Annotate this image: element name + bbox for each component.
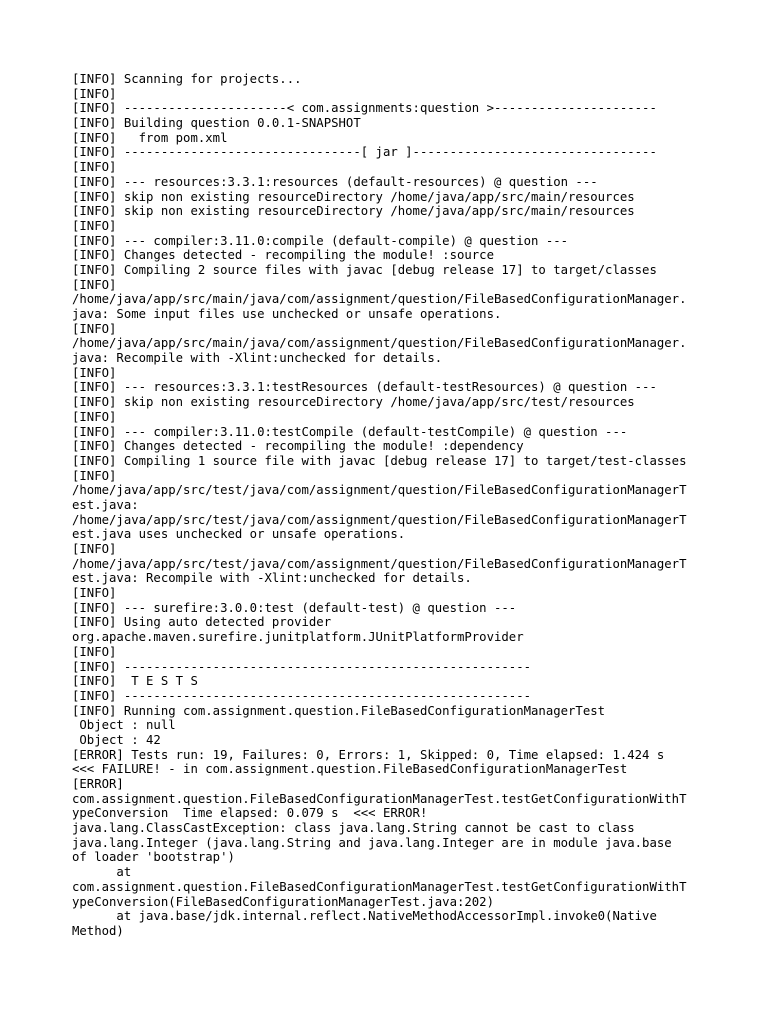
log-line: [INFO] --- compiler:3.11.0:compile (default-compile) @ question --- bbox=[72, 233, 569, 248]
log-line: [INFO] Changes detected - recompiling the module! :dependency bbox=[72, 439, 524, 454]
console-output bbox=[72, 72, 712, 939]
log-line: /home/java/app/src/test/java/com/assignment/question/FileBasedConfigurationManagerT bbox=[72, 556, 687, 571]
log-line: Object : null bbox=[72, 718, 176, 733]
log-line: com.assignment.question.FileBasedConfigurationManagerTest.testGetConfigurationWithT bbox=[72, 791, 687, 806]
log-line: [INFO] bbox=[72, 468, 117, 483]
log-line: est.java: Recompile with -Xlint:unchecked for details. bbox=[72, 571, 472, 586]
log-line: [INFO] bbox=[72, 409, 117, 424]
log-line: [INFO] --- compiler:3.11.0:testCompile (default-testCompile) @ question --- bbox=[72, 424, 628, 439]
log-line: /home/java/app/src/main/java/com/assignment/question/FileBasedConfigurationManager. bbox=[72, 292, 687, 307]
log-line: com.assignment.question.FileBasedConfigurationManagerTest.testGetConfigurationWithT bbox=[72, 879, 687, 894]
log-line: Method) bbox=[72, 923, 124, 938]
log-line: at java.base/jdk.internal.reflect.NativeMethodAccessorImpl.invoke0(Native bbox=[72, 909, 657, 924]
log-line: [INFO] from pom.xml bbox=[72, 130, 228, 145]
log-line: [INFO] bbox=[72, 542, 117, 556]
log-line: [INFO] skip non existing resourceDirectory /home/java/app/src/test/resources bbox=[72, 395, 635, 410]
log-line: [INFO] T E S T S bbox=[72, 674, 198, 689]
log-line: [INFO] ------------------------------------------------------- bbox=[72, 688, 532, 703]
log-line: [INFO] --- resources:3.3.1:resources (default-resources) @ question --- bbox=[72, 174, 598, 189]
log-line: [INFO] skip non existing resourceDirectory /home/java/app/src/main/resources bbox=[72, 204, 635, 219]
log-line: [INFO] Building question 0.0.1-SNAPSHOT bbox=[72, 116, 361, 131]
log-line: <<< FAILURE! - in com.assignment.question.FileBasedConfigurationManagerTest bbox=[72, 762, 628, 777]
log-line: ypeConversion Time elapsed: 0.079 s <<< ERROR! bbox=[72, 806, 428, 821]
log-line: [INFO] Running com.assignment.question.FileBasedConfigurationManagerTest bbox=[72, 703, 606, 718]
log-line: /home/java/app/src/test/java/com/assignment/question/FileBasedConfigurationManagerT bbox=[72, 483, 687, 498]
log-line: org.apache.maven.surefire.junitplatform.JUnitPlatformProvider bbox=[72, 630, 524, 645]
log-line: java: Recompile with -Xlint:unchecked for details. bbox=[72, 351, 443, 366]
log-line: [INFO] Using auto detected provider bbox=[72, 615, 332, 630]
log-line: /home/java/app/src/test/java/com/assignment/question/FileBasedConfigurationManagerT bbox=[72, 512, 687, 527]
log-line: of loader 'bootstrap') bbox=[72, 850, 235, 865]
log-line: ypeConversion(FileBasedConfigurationManagerTest.java:202) bbox=[72, 894, 494, 909]
log-line: [INFO] bbox=[72, 86, 117, 101]
log-line: [INFO] bbox=[72, 644, 117, 659]
log-line: [INFO] --- surefire:3.0.0:test (default-test) @ question --- bbox=[72, 600, 517, 615]
log-line: [INFO] bbox=[72, 218, 117, 233]
log-line: at bbox=[72, 865, 132, 880]
log-line: [INFO] ------------------------------------------------------- bbox=[72, 659, 532, 674]
log-line: java.lang.Integer (java.lang.String and java.lang.Integer are in module java.base bbox=[72, 835, 672, 850]
log-line: [INFO] Compiling 1 source file with javac [debug release 17] to target/test-classes bbox=[72, 453, 687, 468]
log-line: est.java: bbox=[72, 497, 139, 512]
log-line: est.java uses unchecked or unsafe operations. bbox=[72, 527, 406, 542]
log-line: [INFO] Changes detected - recompiling the module! :source bbox=[72, 248, 494, 263]
log-line: java.lang.ClassCastException: class java.lang.String cannot be cast to class bbox=[72, 821, 635, 836]
log-line: [INFO] Scanning for projects... bbox=[72, 72, 302, 86]
log-line: [ERROR] bbox=[72, 777, 124, 791]
log-line: [INFO] ----------------------< com.assignments:question >---------------------- bbox=[72, 101, 657, 116]
log-line: [ERROR] Tests run: 19, Failures: 0, Errors: 1, Skipped: 0, Time elapsed: 1.424 s bbox=[72, 747, 665, 762]
log-line: [INFO] bbox=[72, 586, 117, 601]
log-line: java: Some input files use unchecked or unsafe operations. bbox=[72, 307, 502, 321]
log-line: [INFO] bbox=[72, 277, 117, 292]
log-line: [INFO] bbox=[72, 160, 117, 175]
log-line: [INFO] skip non existing resourceDirectory /home/java/app/src/main/resources bbox=[72, 189, 635, 204]
log-line: [INFO] Compiling 2 source files with javac [debug release 17] to target/classes bbox=[72, 262, 657, 277]
log-line: [INFO] bbox=[72, 321, 117, 336]
log-line: [INFO] --- resources:3.3.1:testResources (default-testResources) @ question --- bbox=[72, 380, 657, 395]
log-line: [INFO] bbox=[72, 365, 117, 380]
log-line: Object : 42 bbox=[72, 732, 161, 747]
log-line: [INFO] --------------------------------[ jar ]--------------------------------- bbox=[72, 145, 657, 160]
log-line: /home/java/app/src/main/java/com/assignment/question/FileBasedConfigurationManager. bbox=[72, 336, 687, 351]
